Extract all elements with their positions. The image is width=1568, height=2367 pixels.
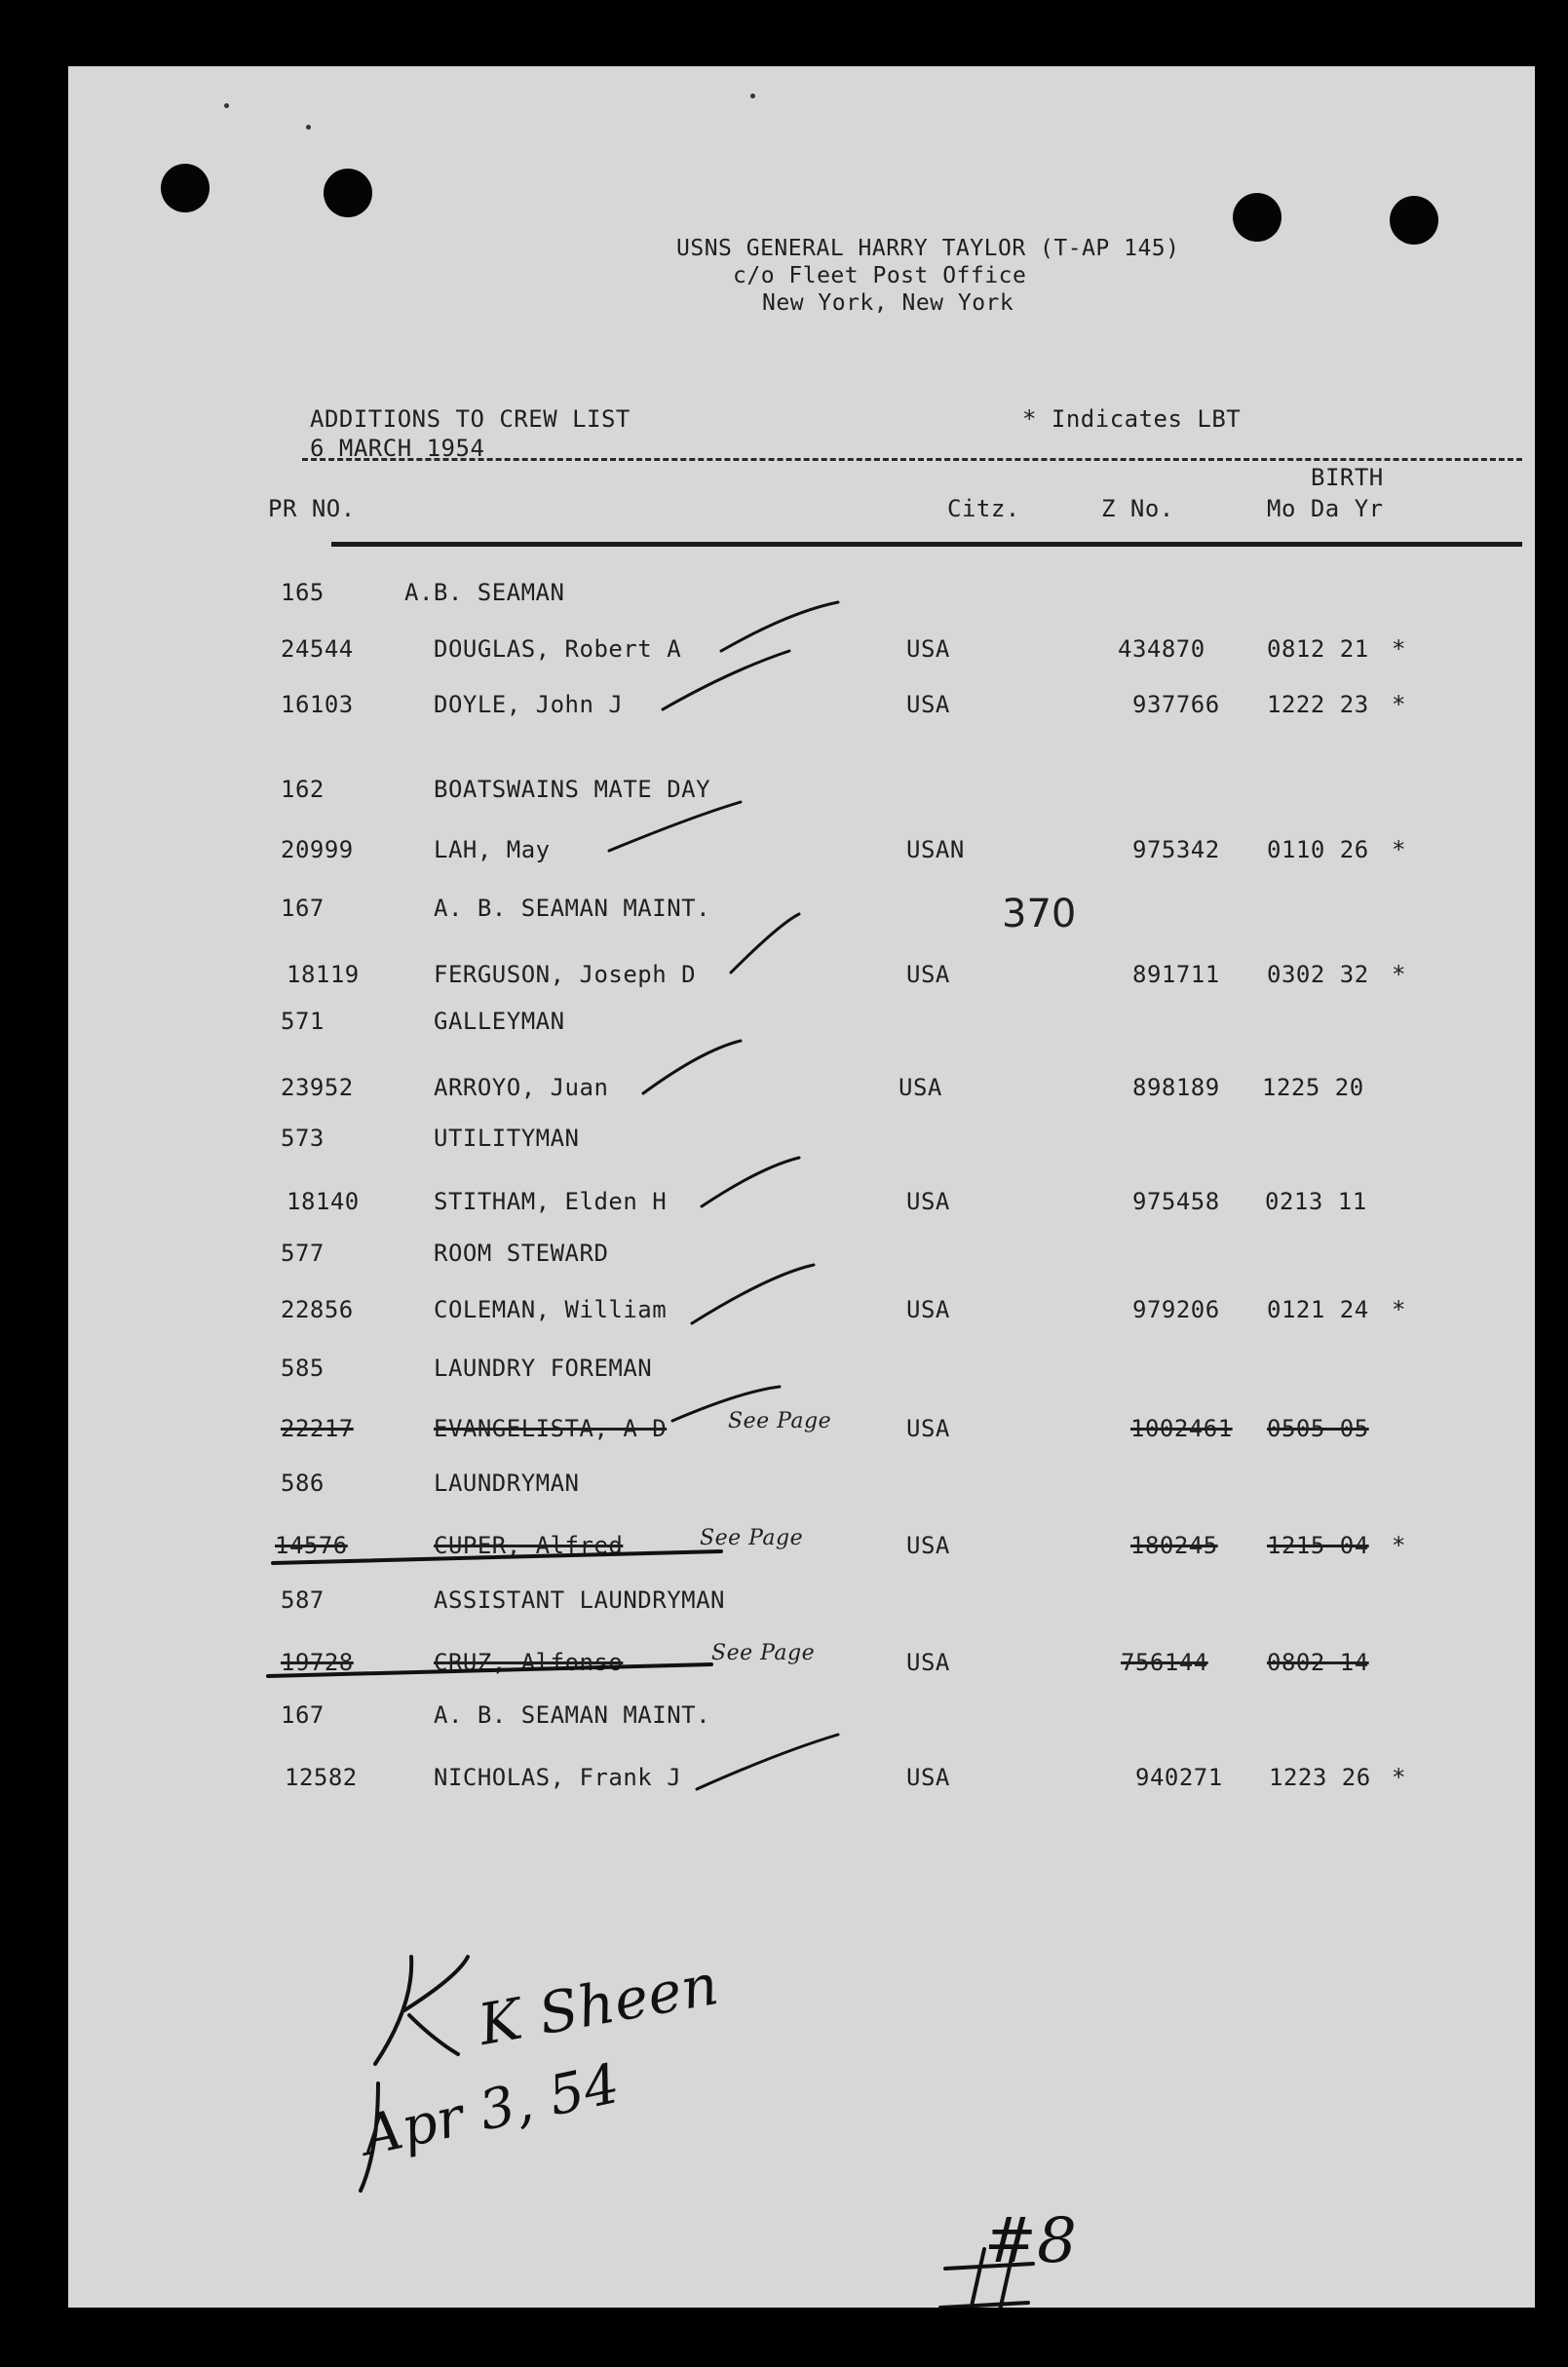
list-title: ADDITIONS TO CREW LIST (310, 405, 631, 433)
rating-label: ROOM STEWARD (434, 1240, 609, 1267)
crew-name: EVANGELISTA, A D (434, 1415, 668, 1442)
birth-date: 1223 26 (1269, 1764, 1371, 1791)
z-number: 434870 (1118, 635, 1205, 663)
crew-name: CRUZ, Alfonso (434, 1649, 624, 1676)
pr-number: 24544 (281, 635, 354, 663)
rating-code: 587 (281, 1586, 325, 1614)
rating-code: 162 (281, 776, 325, 803)
citizenship: USA (906, 1415, 950, 1442)
citizenship: USA (899, 1074, 942, 1101)
citizenship: USA (906, 1188, 950, 1215)
crew-name: LAH, May (434, 836, 551, 863)
birth-date: 1215 04 (1267, 1532, 1369, 1559)
crew-name: STITHAM, Elden H (434, 1188, 668, 1215)
lbt-legend: * Indicates LBT (1022, 405, 1242, 433)
check-mark (663, 651, 789, 709)
rating-code: 573 (281, 1125, 325, 1152)
lbt-mark: * (1392, 1296, 1406, 1323)
rating-label: BOATSWAINS MATE DAY (434, 776, 711, 803)
birth-date: 1225 20 (1262, 1074, 1364, 1101)
birth-date: 0121 24 (1267, 1296, 1369, 1323)
birth-date: 0505 05 (1267, 1415, 1369, 1442)
lbt-mark: * (1392, 961, 1406, 988)
citizenship: USAN (906, 836, 965, 863)
pr-number: 22856 (281, 1296, 354, 1323)
birth-date: 0802 14 (1267, 1649, 1369, 1676)
signature-date: Apr 3, 54 (357, 2051, 626, 2169)
lbt-mark: * (1392, 1532, 1406, 1559)
crew-name: FERGUSON, Joseph D (434, 961, 697, 988)
check-mark (702, 1158, 799, 1206)
pr-number: 19728 (281, 1649, 354, 1676)
rating-label: GALLEYMAN (434, 1008, 565, 1035)
rating-code: 586 (281, 1470, 325, 1497)
page-mark: #8 (984, 2205, 1078, 2277)
pr-number: 18140 (287, 1188, 360, 1215)
handwriting-layer (68, 66, 1535, 2308)
rating-label: LAUNDRYMAN (434, 1470, 580, 1497)
citizenship: USA (906, 1649, 950, 1676)
z-number: 891711 (1132, 961, 1220, 988)
crew-name: NICHOLAS, Frank J (434, 1764, 682, 1791)
pr-no-header: PR NO. (268, 495, 356, 522)
rating-code: 585 (281, 1355, 325, 1382)
z-number: 937766 (1132, 691, 1220, 718)
check-mark (692, 1265, 814, 1323)
pr-number: 22217 (281, 1415, 354, 1442)
rating-label: A.B. SEAMAN (404, 579, 565, 606)
pr-number: 12582 (285, 1764, 358, 1791)
check-mark (609, 802, 741, 851)
z-number: 180245 (1130, 1532, 1218, 1559)
check-mark (721, 602, 838, 651)
birth-date: 0302 32 (1267, 961, 1369, 988)
rating-label: LAUNDRY FOREMAN (434, 1355, 653, 1382)
check-mark (672, 1387, 780, 1421)
mo-da-yr-header: Mo Da Yr (1267, 495, 1384, 522)
crew-name: DOUGLAS, Robert A (434, 635, 682, 663)
rating-code: 571 (281, 1008, 325, 1035)
rating-code: 167 (281, 1701, 325, 1729)
crew-name: CUPER, Alfred (434, 1532, 624, 1559)
check-mark (643, 1041, 741, 1093)
list-date: 6 MARCH 1954 (310, 435, 485, 462)
post-office-line: c/o Fleet Post Office (733, 263, 1027, 288)
citizenship: USA (906, 1764, 950, 1791)
z-number: 975342 (1132, 836, 1220, 863)
lbt-mark: * (1392, 691, 1406, 718)
lbt-mark: * (1392, 1764, 1406, 1791)
stamped-number: 370 (1002, 892, 1077, 936)
rating-label: ASSISTANT LAUNDRYMAN (434, 1586, 725, 1614)
crew-name: COLEMAN, William (434, 1296, 668, 1323)
signature-stroke (409, 2015, 458, 2054)
citizenship: USA (906, 1296, 950, 1323)
birth-date: 0812 21 (1267, 635, 1369, 663)
z-number: 1002461 (1130, 1415, 1233, 1442)
rating-code: 167 (281, 895, 325, 922)
crew-name: ARROYO, Juan (434, 1074, 609, 1101)
document-page (68, 66, 1535, 2308)
citz-header: Citz. (947, 495, 1020, 522)
signature-stroke (404, 1957, 468, 2010)
pr-number: 14576 (275, 1532, 348, 1559)
birth-date: 1222 23 (1267, 691, 1369, 718)
citizenship: USA (906, 691, 950, 718)
z-number: 940271 (1135, 1764, 1223, 1791)
margin-note: See Page (711, 1641, 816, 1665)
check-mark (731, 914, 799, 973)
z-number: 756144 (1121, 1649, 1208, 1676)
rating-label: UTILITYMAN (434, 1125, 580, 1152)
city-line: New York, New York (762, 290, 1014, 316)
strike-line (273, 1551, 721, 1563)
birth-date: 0110 26 (1267, 836, 1369, 863)
rating-code: 165 (281, 579, 325, 606)
check-mark (697, 1735, 838, 1789)
lbt-mark: * (1392, 836, 1406, 863)
z-number: 898189 (1132, 1074, 1220, 1101)
strike-line (268, 1664, 711, 1676)
z-no-header: Z No. (1101, 495, 1174, 522)
pr-number: 18119 (287, 961, 360, 988)
pr-number: 20999 (281, 836, 354, 863)
rating-label: A. B. SEAMAN MAINT. (434, 1701, 711, 1729)
z-number: 975458 (1132, 1188, 1220, 1215)
signature: K Sheen (473, 1950, 724, 2059)
margin-note: See Page (728, 1409, 832, 1433)
birth-date: 0213 11 (1265, 1188, 1367, 1215)
crew-name: DOYLE, John J (434, 691, 624, 718)
birth-header: BIRTH (1311, 464, 1384, 491)
citizenship: USA (906, 961, 950, 988)
pr-number: 23952 (281, 1074, 354, 1101)
ship-name: USNS GENERAL HARRY TAYLOR (T-AP 145) (676, 236, 1180, 261)
margin-note: See Page (700, 1526, 804, 1550)
citizenship: USA (906, 1532, 950, 1559)
pr-number: 16103 (281, 691, 354, 718)
lbt-mark: * (1392, 635, 1406, 663)
z-number: 979206 (1132, 1296, 1220, 1323)
rating-code: 577 (281, 1240, 325, 1267)
rating-label: A. B. SEAMAN MAINT. (434, 895, 711, 922)
citizenship: USA (906, 635, 950, 663)
